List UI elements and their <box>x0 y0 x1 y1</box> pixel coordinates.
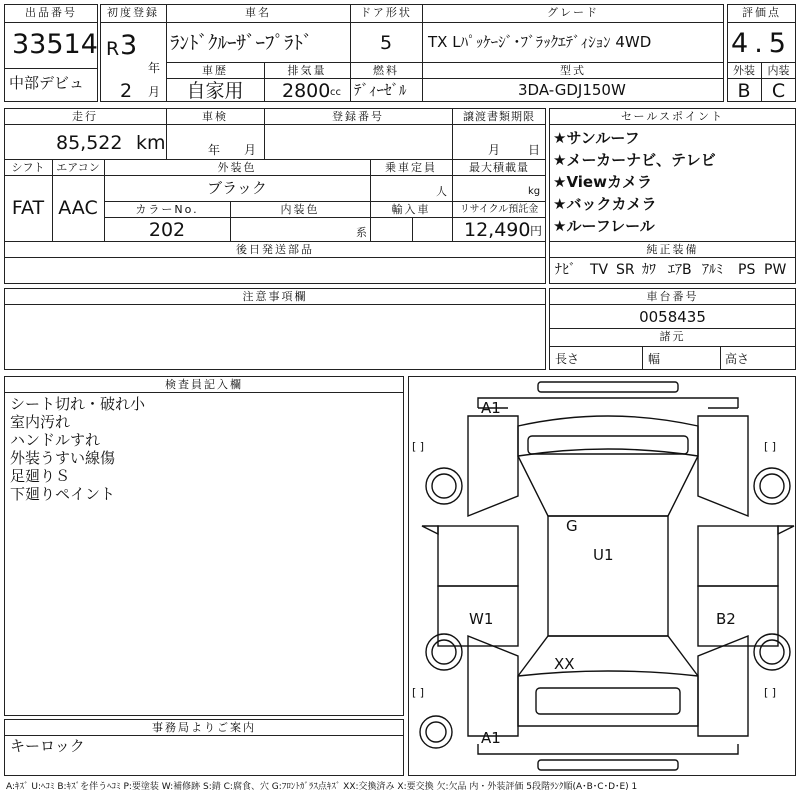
lot-number: 33514 <box>12 29 98 60</box>
int-color-label: 内装色 <box>280 203 320 216</box>
dims-height: 高さ <box>725 352 750 366</box>
venue: 中部デビュ <box>9 74 85 92</box>
max-load-label: 最大積載量 <box>469 161 529 174</box>
equipment-item: SR <box>616 262 635 278</box>
grade: TX Lﾊﾟｯｹｰｼﾞ･ﾌﾞﾗｯｸｴﾃﾞｨｼｮﾝ 4WD <box>428 33 652 51</box>
fuel-label: 燃料 <box>373 64 399 77</box>
bracket-right-bottom: [ ] <box>764 686 777 699</box>
recycle-unit: 円 <box>530 224 543 238</box>
equipment-item: ｱﾙﾐ <box>702 262 723 278</box>
right-rear-fender <box>698 636 748 736</box>
car-diagram <box>408 376 796 776</box>
first-reg-era: R <box>106 38 120 60</box>
rear-glass <box>536 688 680 714</box>
inspection-label: 車検 <box>202 110 228 123</box>
front-bumper <box>478 398 738 408</box>
equipment-label: 純正装備 <box>646 243 699 256</box>
right-mirror <box>778 526 794 534</box>
doors: 5 <box>379 32 393 54</box>
first-reg-year: 3 <box>120 30 138 61</box>
car-name-label: 車名 <box>245 6 271 19</box>
legend: A:ｷｽﾞ U:ﾍｺﾐ B:ｷｽﾞを伴うﾍｺﾐ P:要塗装 W:補修跡 S:錆 C:腐食、穴 G:ﾌﾛﾝﾄｶﾞﾗｽ点ｷｽﾞ XX:交換済み X:要交換 欠:欠品 内・外装評価 5段階ﾗﾝｸ順(A･B･C･D･E) 1 <box>6 782 638 792</box>
lot-label: 出品番号 <box>25 6 77 19</box>
mileage-label: 走行 <box>72 110 98 123</box>
mark-u: U1 <box>593 546 614 564</box>
ext-color: ブラック <box>207 179 267 197</box>
bracket-left-bottom: [ ] <box>412 686 425 699</box>
cabin-front <box>518 456 698 516</box>
recycle: 12,490 <box>464 219 531 241</box>
inspector-line: 下廻りペイント <box>10 485 116 503</box>
inspection-year-unit: 年 <box>208 143 221 157</box>
import-label: 輸入車 <box>391 203 431 216</box>
later-parts-label: 後日発送部品 <box>236 243 314 256</box>
transfer-day-unit: 日 <box>528 143 541 157</box>
tailgate <box>518 671 698 726</box>
mark-rear: A1 <box>481 729 501 747</box>
mark-g: G <box>566 517 578 535</box>
displacement-label: 排気量 <box>287 64 327 77</box>
sales-point-item: ★ルーフレール <box>553 217 655 235</box>
mileage-unit: km <box>136 132 166 154</box>
inspector-line: ハンドルすれ <box>10 431 101 449</box>
ext-color-label: 外装色 <box>217 161 257 174</box>
inspector-line: 足廻りＳ <box>10 467 71 485</box>
first-reg-month: 2 <box>120 80 133 102</box>
model-label: 型式 <box>560 64 586 77</box>
int-score: C <box>771 80 786 102</box>
equipment-item: ｶﾜ <box>642 262 656 278</box>
model: 3DA-GDJ150W <box>518 81 626 99</box>
dims-label: 諸元 <box>659 330 686 343</box>
rear-bumper <box>478 744 738 754</box>
right-rear-door <box>698 586 778 646</box>
chassis-label: 車台番号 <box>646 290 699 303</box>
first-reg-month-unit: 月 <box>148 85 161 99</box>
equipment-item: PS <box>738 262 756 278</box>
sales-point-item: ★サンルーフ <box>553 129 640 147</box>
reg-no-label: 登録番号 <box>332 110 384 123</box>
mileage: 85,522 <box>56 132 123 154</box>
inspector-label: 検査員記入欄 <box>165 378 243 391</box>
doors-label: ドア形状 <box>360 6 412 19</box>
first-reg-year-unit: 年 <box>148 61 161 75</box>
capacity-unit: 人 <box>436 185 447 198</box>
aircon-label: エアコン <box>56 161 100 174</box>
notes-label: 注意事項欄 <box>242 290 308 303</box>
front-bumper-top <box>538 382 678 392</box>
grade-label: グレード <box>547 6 599 19</box>
max-load-unit: kg <box>528 186 541 197</box>
int-color-unit: 系 <box>356 226 367 239</box>
recycle-label: リサイクル預託金 <box>459 204 539 215</box>
cabin-rear <box>518 636 698 676</box>
inspector-line: 外装うすい線傷 <box>10 449 116 467</box>
displacement: 2800 <box>282 80 331 102</box>
sales-point-item: ★バックカメラ <box>553 195 657 213</box>
equipment-item: ｴｱB <box>668 262 692 278</box>
capacity-label: 乗車定員 <box>385 161 437 174</box>
sales-point-item: ★Viewカメラ <box>553 173 652 191</box>
inspection-month-unit: 月 <box>244 143 257 157</box>
displacement-unit: cc <box>330 87 341 98</box>
color-no: 202 <box>148 219 186 241</box>
right-front-fender <box>698 416 748 516</box>
left-mirror <box>422 526 438 534</box>
ext-label: 外装 <box>733 64 755 77</box>
shift-label: シフト <box>11 161 45 174</box>
bracket-right-top: [ ] <box>764 440 777 453</box>
shift: FAT <box>11 197 45 219</box>
chassis-number: 0058435 <box>639 308 706 326</box>
color-no-label: カラーNo. <box>135 203 199 216</box>
score-value: 4.5 <box>731 28 792 59</box>
sales-point-item: ★メーカーナビ、テレビ <box>553 151 716 169</box>
inspector-line: 室内汚れ <box>10 413 71 431</box>
equipment-item: ﾅﾋﾞ <box>555 262 576 278</box>
dims-width: 幅 <box>648 352 661 366</box>
equipment-item: PW <box>764 262 787 278</box>
dims-length: 長さ <box>555 352 580 366</box>
left-rear-fender <box>468 636 518 736</box>
left-front-door <box>438 526 518 586</box>
history: 自家用 <box>186 80 244 102</box>
fuel: ﾃﾞｨｰｾﾞﾙ <box>354 81 407 99</box>
left-front-fender <box>468 416 518 516</box>
score-label: 評価点 <box>742 6 781 19</box>
transfer-label: 譲渡書類期限 <box>463 110 535 123</box>
equipment-item: TV <box>590 262 609 278</box>
ext-score: B <box>737 80 751 102</box>
inspector-line: シート切れ・破れ小 <box>10 395 146 413</box>
bracket-left-top: [ ] <box>412 440 425 453</box>
mark-front: A1 <box>481 399 501 417</box>
int-label: 内装 <box>767 64 790 77</box>
mark-b: B2 <box>716 610 736 628</box>
office-text: キーロック <box>10 737 85 755</box>
office-label: 事務局よりご案内 <box>152 721 256 734</box>
sales-points-label: セールスポイント <box>620 110 724 123</box>
aircon: AAC <box>58 197 98 219</box>
rear-bumper-bottom <box>538 760 678 770</box>
mark-xx: XX <box>554 655 575 673</box>
history-label: 車歴 <box>202 64 228 77</box>
first-reg-label: 初度登録 <box>107 6 159 19</box>
mark-w: W1 <box>469 610 494 628</box>
spare-wheel <box>420 716 452 748</box>
right-front-door <box>698 526 778 586</box>
car-name: ﾗﾝﾄﾞｸﾙｰｻﾞｰﾌﾟﾗﾄﾞ <box>170 32 313 54</box>
transfer-month-unit: 月 <box>488 143 501 157</box>
